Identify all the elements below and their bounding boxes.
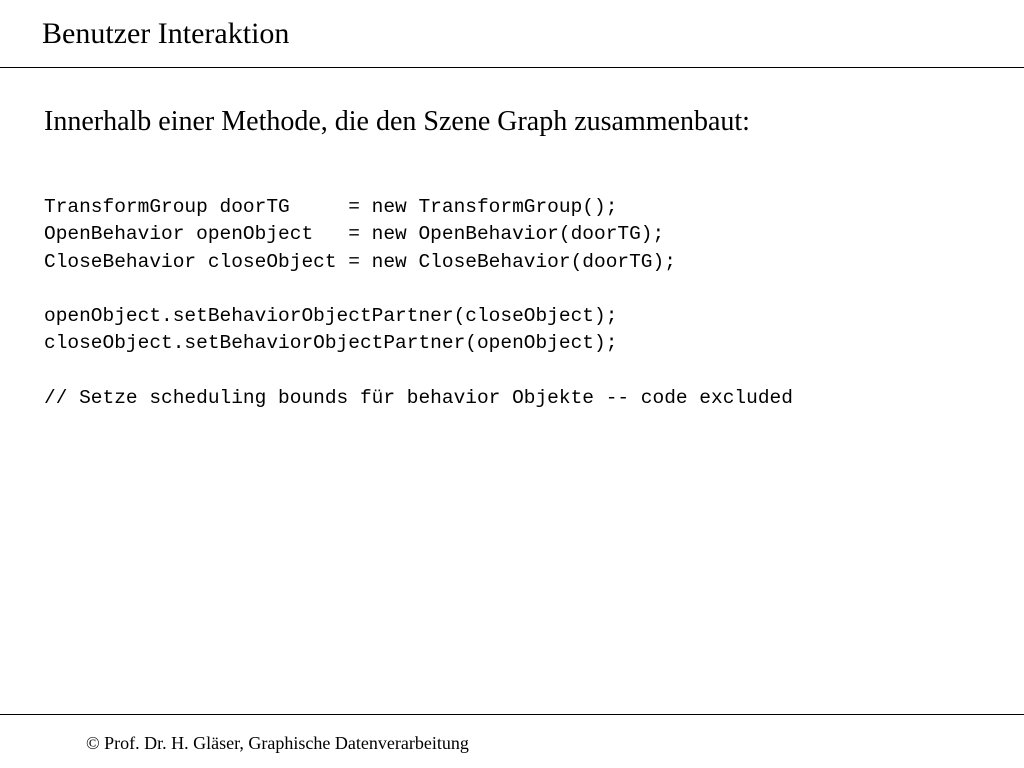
slide-title: Benutzer Interaktion (42, 17, 290, 50)
code-line-blank (44, 358, 793, 385)
code-line: openObject.setBehaviorObjectPartner(closeObject); (44, 305, 618, 328)
footer-divider (0, 714, 1024, 715)
slide-subtitle: Innerhalb einer Methode, die den Szene Graph zusammenbaut: (44, 106, 750, 137)
code-comment: // Setze scheduling bounds für behavior Objekte -- code excluded (44, 387, 793, 410)
code-line: closeObject.setBehaviorObjectPartner(openObject); (44, 332, 618, 355)
footer-copyright: © Prof. Dr. H. Gläser, Graphische Datenverarbeitung (86, 733, 469, 753)
code-line: OpenBehavior openObject = new OpenBehavior(doorTG); (44, 223, 665, 246)
header-divider (0, 67, 1024, 68)
code-line: CloseBehavior closeObject = new CloseBehavior(doorTG); (44, 250, 676, 273)
code-line-blank (44, 276, 793, 303)
code-block (44, 194, 793, 412)
code-line: TransformGroup doorTG = new TransformGroup(); (44, 196, 618, 218)
